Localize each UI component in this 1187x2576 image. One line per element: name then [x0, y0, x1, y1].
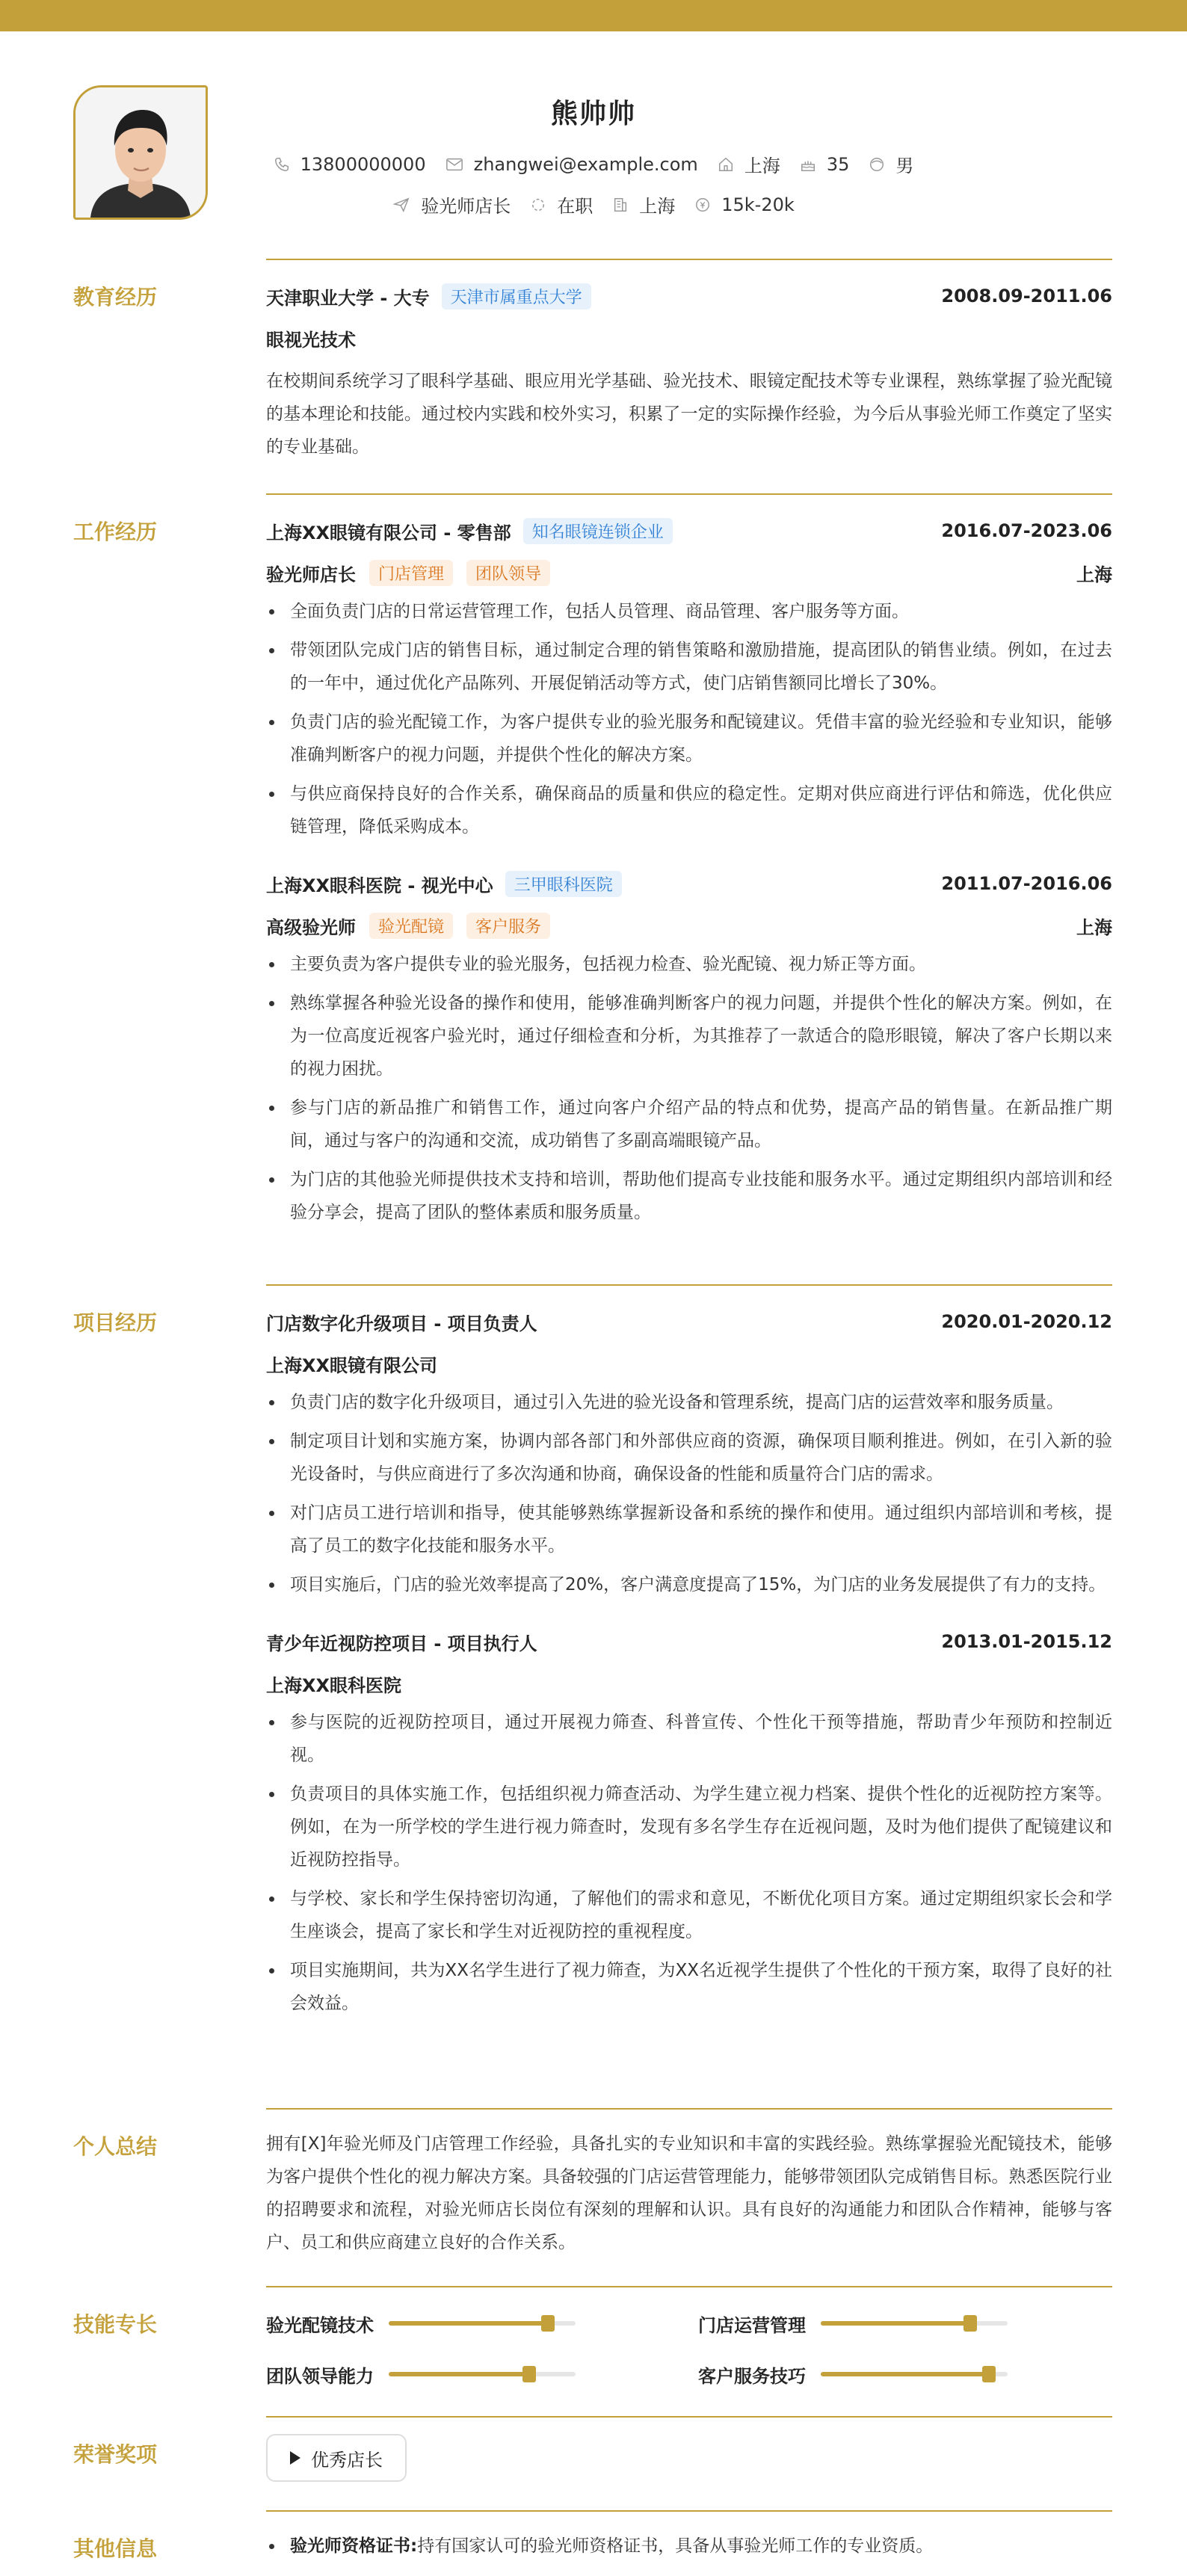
section-divider — [266, 493, 1112, 495]
list-item: 参与医院的近视防控项目，通过开展视力筛查、科普宣传、个性化干预等措施，帮助青少年预防和控制近视。 — [266, 1706, 1112, 1772]
skill-level-fill — [821, 2321, 970, 2326]
project-org: 上海XX眼科医院 — [266, 1674, 402, 1696]
list-item: 项目实施后，门店的验光效率提高了20%，客户满意度提高了15%，为门店的业务发展提供了有力的支持。 — [266, 1568, 1112, 1601]
skill-level-bar — [389, 2321, 576, 2326]
project-name: 青少年近视防控项目 - 项目执行人 — [266, 1633, 537, 1654]
work-date: 2016.07-2023.06 — [941, 520, 1112, 541]
list-item: 与供应商保持良好的合作关系，确保商品的质量和供应的稳定性。定期对供应商进行评估和筛选，优化供应链管理，降低采购成本。 — [266, 777, 1112, 843]
target-city-info — [612, 191, 675, 218]
project-date: 2013.01-2015.12 — [941, 1631, 1112, 1652]
job-role: 验光师店长 — [266, 564, 356, 585]
money-icon — [694, 197, 711, 213]
list-item: 对门店员工进行培训和指导，使其能够熟练掌握新设备和系统的操作和使用。通过组织内部培训和考核，提高了员工的数字化技能和服务水平。 — [266, 1497, 1112, 1562]
list-item: 负责门店的数字化升级项目，通过引入先进的验光设备和管理系统，提高门店的运营效率和服务质量。 — [266, 1386, 1112, 1419]
list-item: 项目实施期间，共为XX名学生进行了视力筛查，为XX名近视学生提供了个性化的干预方案，取得了良好的社会效益。 — [266, 1954, 1112, 2020]
work-title: 工作经历 — [73, 520, 158, 544]
work-bullets — [266, 595, 1112, 843]
list-item — [266, 2530, 1112, 2563]
project-bullets — [266, 1706, 1112, 2020]
skill-level-fill — [389, 2321, 548, 2326]
target-city-text: 上海 — [639, 196, 676, 217]
job-role: 高级验光师 — [266, 916, 356, 938]
section-divider — [266, 2108, 1112, 2110]
job-intent-row — [0, 191, 1187, 218]
work-entries — [266, 516, 1112, 1229]
section-divider — [266, 259, 1112, 260]
skill-name: 门店运营管理 — [698, 2314, 806, 2336]
list-item: 带领团队完成门店的销售目标，通过制定合理的销售策略和激励措施，提高团队的销售业绩。例如，在过去的一年中，通过优化产品陈列、开展促销活动等方式，使门店销售额同比增长了30%。 — [266, 634, 1112, 700]
resume-header — [0, 31, 1187, 241]
skill-name: 客户服务技巧 — [698, 2365, 806, 2387]
skill-level-fill — [389, 2372, 529, 2376]
work-entry — [266, 869, 1112, 1229]
home-icon — [718, 156, 734, 173]
location-info — [718, 151, 780, 177]
skill-level-knob — [541, 2315, 555, 2332]
list-item: 参与门店的新品推广和销售工作，通过向客户介绍产品的特点和优势，提高产品的销售量。在新品推广期间，通过与客户的沟通和交流，成功销售了多副高端眼镜产品。 — [266, 1091, 1112, 1157]
list-item: 负责项目的具体实施工作，包括组织视力筛查活动、为学生建立视力档案、提供个性化的近视防控方案等。例如，在为一所学校的学生进行视力筛查时，发现有多名学生存在近视问题，及时为他们提供了配镜建议和近视防控指导。 — [266, 1778, 1112, 1876]
work-bullets — [266, 948, 1112, 1229]
top-accent-bar — [0, 0, 1187, 31]
section-divider — [266, 2416, 1112, 2418]
age-text: 35 — [826, 153, 850, 175]
project-date: 2020.01-2020.12 — [941, 1311, 1112, 1332]
work-city: 上海 — [1076, 564, 1112, 585]
project-org: 上海XX眼镜有限公司 — [266, 1355, 438, 1376]
project-entries — [266, 1307, 1112, 2020]
location-text: 上海 — [744, 155, 780, 176]
skill-name: 验光配镜技术 — [266, 2314, 374, 2336]
skill-level-bar — [821, 2372, 1008, 2376]
company-tag: 三甲眼科医院 — [505, 871, 622, 897]
summary-title: 个人总结 — [73, 2134, 158, 2159]
role-tag: 验光配镜 — [369, 913, 453, 939]
list-item: 与学校、家长和学生保持密切沟通，了解他们的需求和意见，不断优化项目方案。通过定期组织家长会和学生座谈会，提高了家长和学生对近视防控的重视程度。 — [266, 1882, 1112, 1948]
building-icon — [612, 197, 629, 213]
work-city: 上海 — [1076, 916, 1112, 938]
education-date: 2008.09-2011.06 — [941, 286, 1112, 306]
education-title: 教育经历 — [73, 285, 158, 309]
role-tag: 团队领导 — [466, 560, 550, 586]
section-divider — [266, 2286, 1112, 2287]
honors-body — [266, 2434, 1112, 2482]
other-item-label: 验光师资格证书: — [290, 2536, 418, 2556]
other-item-text: 持有国家认可的验光师资格证书，具备从事验光师工作的专业资质。 — [417, 2536, 934, 2556]
candidate-name: 熊帅帅 — [550, 99, 636, 129]
contact-row — [0, 151, 1187, 177]
list-item: 全面负责门店的日常运营管理工作，包括人员管理、商品管理、客户服务等方面。 — [266, 595, 1112, 628]
skills-section — [73, 2286, 1112, 2413]
email-text[interactable]: zhangwei@example.com — [473, 153, 698, 175]
phone-info — [274, 154, 426, 175]
honors-section — [73, 2416, 1112, 2506]
phone-icon — [274, 156, 290, 173]
skill-level-fill — [821, 2372, 989, 2376]
project-entry — [266, 1307, 1112, 1601]
target-job-info — [392, 191, 511, 218]
role-tag: 客户服务 — [466, 913, 550, 939]
cake-icon — [800, 156, 816, 173]
send-icon — [392, 197, 410, 213]
skill-item — [698, 2359, 1112, 2389]
email-info — [445, 154, 698, 175]
target-job-text: 验光师店长 — [421, 196, 511, 217]
age-info — [800, 154, 850, 175]
school-name: 天津职业大学 - 大专 — [266, 287, 430, 309]
work-section — [73, 493, 1112, 1278]
salary-text: 15k-20k — [721, 194, 795, 215]
honor-label: 优秀店长 — [311, 2449, 383, 2471]
skill-item — [698, 2308, 1112, 2338]
major-name: 眼视光技术 — [266, 329, 356, 351]
list-item: 负责门店的验光配镜工作，为客户提供专业的验光服务和配镜建议。凭借丰富的验光经验和专业知识，能够准确判断客户的视力问题，并提供个性化的解决方案。 — [266, 706, 1112, 771]
other-section — [73, 2510, 1112, 2570]
mail-icon — [445, 156, 463, 173]
education-entry — [266, 281, 1112, 463]
project-name: 门店数字化升级项目 - 项目负责人 — [266, 1313, 537, 1334]
summary-body — [266, 2127, 1112, 2259]
list-item: 为门店的其他验光师提供技术支持和培训，帮助他们提高专业技能和服务水平。通过定期组织内部培训和经验分享会，提高了团队的整体素质和服务质量。 — [266, 1163, 1112, 1229]
skill-level-knob — [964, 2315, 977, 2332]
skill-level-knob — [982, 2366, 996, 2382]
school-tag: 天津市属重点大学 — [442, 283, 591, 309]
salary-info — [694, 194, 795, 215]
gender-text: 男 — [895, 155, 914, 176]
gender-info — [869, 151, 913, 177]
gender-icon — [869, 156, 885, 173]
phone-text[interactable]: 13800000000 — [300, 153, 426, 175]
project-entry — [266, 1627, 1112, 2020]
skills-body — [266, 2308, 1112, 2389]
skill-name: 团队领导能力 — [266, 2365, 374, 2387]
company-tag: 知名眼镜连锁企业 — [523, 518, 673, 544]
company-name: 上海XX眼镜有限公司 - 零售部 — [266, 522, 511, 543]
skill-item — [266, 2359, 698, 2389]
other-title: 其他信息 — [73, 2536, 158, 2561]
role-tag: 门店管理 — [369, 560, 453, 586]
project-bullets — [266, 1386, 1112, 1601]
skill-level-knob — [522, 2366, 536, 2382]
summary-text: 拥有[X]年验光师及门店管理工作经验，具备扎实的专业知识和丰富的实践经验。熟练掌握验光配镜技术，能够为客户提供个性化的视力解决方案。具备较强的门店运营管理能力，能够带领团队完成销售目标。熟悉医院行业的招聘要求和流程，对验光师店长岗位有深刻的理解和认识。具有良好的沟通能力和团队合作精神，能够与客户、员工和供应商建立良好的合作关系。 — [266, 2134, 1112, 2252]
summary-section — [73, 2108, 1112, 2280]
list-item: 主要负责为客户提供专业的验光服务，包括视力检查、验光配镜、视力矫正等方面。 — [266, 948, 1112, 981]
section-divider — [266, 2510, 1112, 2512]
project-title: 项目经历 — [73, 1310, 158, 1335]
skill-level-bar — [821, 2321, 1008, 2326]
skills-title: 技能专长 — [73, 2312, 158, 2337]
skills-grid — [266, 2308, 1112, 2389]
work-entry — [266, 516, 1112, 843]
status-info — [530, 191, 593, 218]
list-item: 制定项目计划和实施方案，协调内部各部门和外部供应商的资源，确保项目顺利推进。例如，在引入新的验光设备时，与供应商进行了多次沟通和协商，确保设备的性能和质量符合门店的需求。 — [266, 1425, 1112, 1491]
skill-level-bar — [389, 2372, 576, 2376]
honor-item[interactable] — [266, 2434, 407, 2482]
status-icon — [530, 197, 546, 213]
honors-title: 荣誉奖项 — [73, 2442, 158, 2467]
project-section — [73, 1284, 1112, 2099]
list-item: 熟练掌握各种验光设备的操作和使用，能够准确判断客户的视力问题，并提供个性化的解决方案。例如，在为一位高度近视客户验光时，通过仔细检查和分析，为其推荐了一款适合的隐形眼镜，解决了客户长期以来的视力困扰。 — [266, 987, 1112, 1085]
skill-item — [266, 2308, 698, 2338]
status-text: 在职 — [557, 196, 594, 217]
education-section — [73, 259, 1112, 483]
education-description: 在校期间系统学习了眼科学基础、眼应用光学基础、验光技术、眼镜定配技术等专业课程，熟练掌握了验光配镜的基本理论和技能。通过校内实践和校外实习，积累了一定的实际操作经验，为今后从事验光师工作奠定了坚实的专业基础。 — [266, 372, 1112, 457]
other-body — [266, 2530, 1112, 2563]
company-name: 上海XX眼科医院 - 视光中心 — [266, 875, 493, 896]
section-divider — [266, 1284, 1112, 1286]
play-icon — [290, 2451, 300, 2465]
work-date: 2011.07-2016.06 — [941, 873, 1112, 894]
